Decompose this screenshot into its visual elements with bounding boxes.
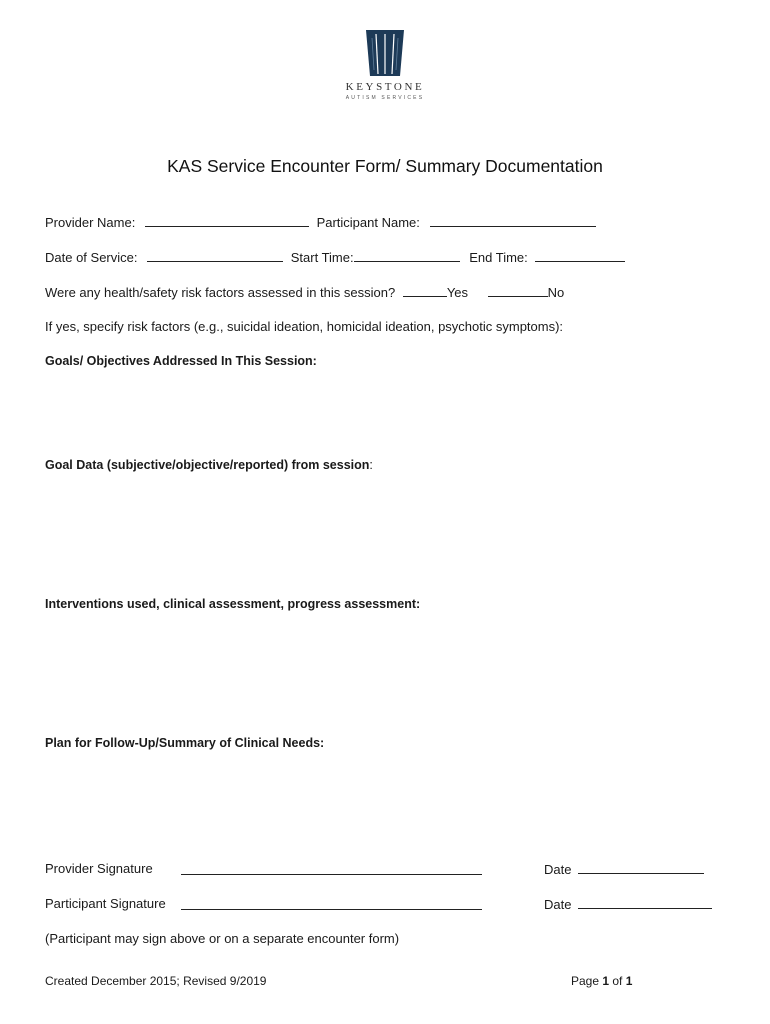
provider-date-row: [544, 861, 704, 877]
participant-signature-field[interactable]: [181, 897, 482, 910]
goal-data-heading-colon: :: [369, 458, 373, 472]
page-total: 1: [625, 974, 633, 988]
participant-date-label: Date: [544, 897, 572, 912]
footer-page-number: [571, 974, 632, 988]
provider-date-field[interactable]: [578, 861, 704, 874]
document-title: KAS Service Encounter Form/ Summary Documentation: [167, 156, 603, 176]
logo-brand-name: KEYSTONE: [345, 81, 425, 93]
date-of-service-field[interactable]: [147, 249, 283, 262]
date-of-service-label: Date of Service:: [45, 250, 138, 265]
risk-specify-label: If yes, specify risk factors (e.g., suicidal ideation, homicidal ideation, psychotic symptoms):: [45, 319, 564, 334]
provider-signature-field[interactable]: [181, 862, 482, 875]
page-prefix: Page: [571, 974, 603, 988]
page-of: of: [609, 974, 626, 988]
risk-no-label: No: [547, 285, 565, 300]
provider-name-row: [45, 214, 596, 230]
goals-heading: Goals/ Objectives Addressed In This Session:: [45, 354, 317, 368]
goal-data-heading-text: Goal Data (subjective/objective/reported) from session: [45, 458, 370, 472]
risk-question-row: [45, 284, 564, 300]
start-time-label: Start Time:: [290, 250, 354, 265]
keystone-logo: [338, 28, 432, 106]
keystone-emblem-icon: [363, 28, 407, 78]
interventions-heading: Interventions used, clinical assessment, progress assessment:: [45, 597, 421, 611]
participant-name-label: Participant Name:: [316, 215, 420, 230]
risk-no-field[interactable]: [488, 284, 548, 297]
signature-note: (Participant may sign above or on a separate encounter form): [45, 931, 400, 946]
risk-yes-label: Yes: [446, 285, 469, 300]
provider-name-label: Provider Name:: [45, 215, 136, 230]
participant-date-field[interactable]: [578, 896, 712, 909]
participant-signature-label: Participant Signature: [45, 896, 166, 911]
provider-name-field[interactable]: [145, 214, 309, 227]
goal-data-heading: [45, 458, 373, 472]
participant-date-row: [544, 896, 712, 912]
plan-heading: Plan for Follow-Up/Summary of Clinical Needs:: [45, 736, 325, 750]
risk-question-label: Were any health/safety risk factors assessed in this session?: [45, 285, 396, 300]
provider-signature-label: Provider Signature: [45, 861, 153, 876]
page-current: 1: [602, 974, 610, 988]
end-time-label: End Time:: [469, 250, 528, 265]
logo-brand-subtitle: AUTISM SERVICES: [345, 95, 425, 101]
start-time-field[interactable]: [354, 249, 460, 262]
end-time-field[interactable]: [535, 249, 625, 262]
risk-yes-field[interactable]: [403, 284, 447, 297]
participant-name-field[interactable]: [430, 214, 596, 227]
footer-created-date: Created December 2015; Revised 9/2019: [45, 974, 267, 988]
provider-date-label: Date: [544, 862, 572, 877]
date-time-row: [45, 249, 625, 265]
